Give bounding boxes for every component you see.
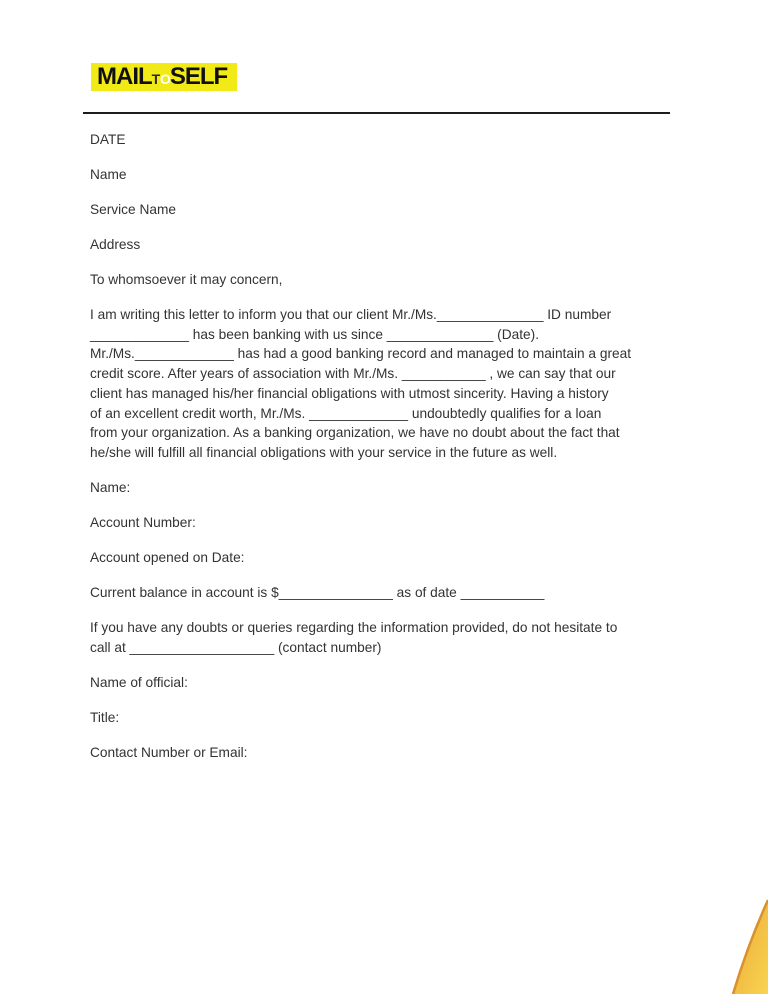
account-name-field: Name: [90, 479, 131, 495]
body-line: he/she will fulfill all financial obligations with your service in the future as well. [90, 444, 558, 460]
body-line: of an excellent credit worth, Mr./Ms. _____________ undoubtedly qualifies for a loan [90, 405, 602, 421]
account-opened-field: Account opened on Date: [90, 549, 245, 565]
recipient-name-line: Name [90, 167, 127, 182]
account-number-field: Account Number: [90, 514, 196, 530]
official-name-field: Name of official: [90, 674, 188, 690]
body-line: credit score. After years of association with Mr./Ms. ___________ , we can say that our [90, 366, 616, 382]
body-line: I am writing this letter to inform you that our client Mr./Ms.______________ ID number [90, 307, 612, 322]
logo-letter-t: T [151, 71, 160, 87]
contact-note [90, 618, 690, 657]
corner-ribbon-decoration [708, 884, 768, 994]
logo-word-self: SELF [169, 63, 228, 90]
contact-note-line: If you have any doubts or queries regarding the information provided, do not hesitate to [90, 619, 618, 635]
logo-letter-o: O [159, 71, 171, 87]
corner-ribbon-fill [733, 900, 768, 994]
official-contact-field: Contact Number or Email: [90, 744, 248, 760]
contact-note-line: call at ___________________ (contact number) [90, 639, 382, 655]
body-paragraph [90, 305, 690, 463]
service-name-line: Service Name [90, 202, 176, 217]
header-divider-line [83, 112, 670, 114]
date-line: DATE [90, 132, 126, 147]
corner-ribbon-edge [733, 900, 768, 994]
balance-field: Current balance in account is $_______________ as of date ___________ [90, 584, 545, 600]
logo-word-mail: MAIL [97, 63, 152, 90]
body-line: Mr./Ms._____________ has had a good banking record and managed to maintain a great [90, 346, 632, 362]
salutation-line: To whomsoever it may concern, [90, 272, 283, 287]
logo-word-to [152, 72, 171, 86]
mail-to-self-logo [91, 63, 237, 91]
address-line: Address [90, 237, 141, 252]
body-line: _____________ has been banking with us since ______________ (Date). [90, 326, 540, 342]
body-line: client has managed his/her financial obligations with utmost sincerity. Having a history [90, 385, 609, 401]
official-title-field: Title: [90, 709, 120, 725]
body-line: from your organization. As a banking organization, we have no doubt about the fact that [90, 425, 620, 441]
letter-body [90, 130, 690, 762]
